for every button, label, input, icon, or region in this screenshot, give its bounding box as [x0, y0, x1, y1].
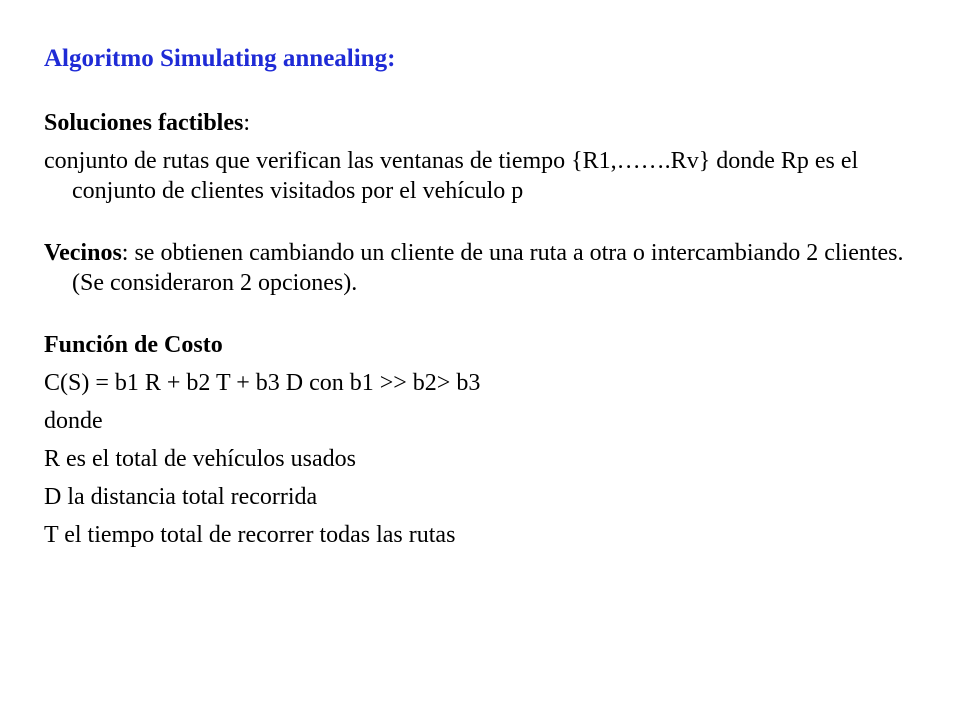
feasible-heading-line: [44, 108, 924, 138]
neighbors-text: : se obtienen cambiando un cliente de una ruta a otra o intercambiando 2 clientes. (Se consideraron 2 opciones).: [72, 240, 904, 296]
cost-where: donde: [44, 408, 103, 434]
cost-def-t: T el tiempo total de recorrer todas las rutas: [44, 522, 456, 548]
cost-def-d: D la distancia total recorrida: [44, 484, 318, 510]
cost-heading: Función de Costo: [44, 332, 223, 358]
cost-def-r: R es el total de vehículos usados: [44, 446, 356, 472]
cost-formula: C(S) = b1 R + b2 T + b3 D con b1 >> b2> b3: [44, 370, 481, 396]
neighbors-paragraph: [44, 238, 924, 298]
slide-title: Algoritmo Simulating annealing:: [44, 45, 396, 72]
feasible-definition: conjunto de rutas que verifican las ventanas de tiempo {R1,…….Rv} donde Rp es el conjunto de clientes visitados por el vehículo p: [44, 148, 859, 204]
feasible-colon: :: [243, 110, 251, 136]
slide-content: [44, 42, 924, 558]
feasible-heading: Soluciones factibles: [44, 110, 244, 136]
neighbors-heading: Vecinos: [44, 240, 122, 266]
